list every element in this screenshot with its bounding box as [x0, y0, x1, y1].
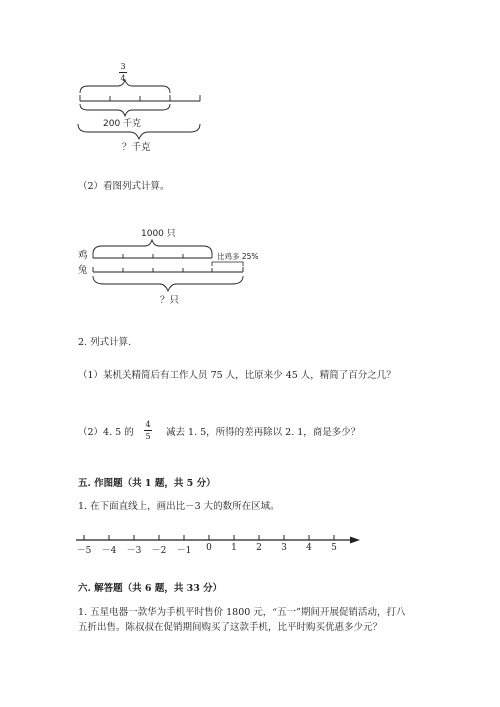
number-line-tick-label: 3 — [281, 543, 287, 553]
section-5-heading: 五. 作图题（共 1 题，共 5 分） — [78, 478, 216, 489]
number-line-tick-label: －2 — [151, 546, 167, 556]
calc-section-title: 2. 列式计算. — [78, 337, 132, 348]
unknown-weight-label: ？千克 — [122, 142, 151, 153]
fraction-denominator: 4 — [120, 74, 126, 83]
number-line-tick-label: 4 — [306, 543, 312, 553]
unknown-count-label: ？只 — [160, 295, 180, 306]
number-line-tick-label: 2 — [256, 543, 262, 553]
compare-label: 比鸡多 25% — [217, 252, 259, 261]
row-chicken-label: 鸡 — [78, 250, 88, 261]
calc-question-2-suffix: 减去 1. 5，所得的差再除以 2. 1，商是多少？ — [166, 427, 361, 438]
section-6-heading: 六. 解答题（共 6 题，共 33 分） — [78, 583, 223, 594]
q2-instruction: （2）看图列式计算。 — [78, 181, 170, 192]
number-line-tick-label: －5 — [76, 546, 92, 556]
fraction-numerator: 4 — [145, 420, 151, 429]
number-line-tick-label: 1 — [231, 543, 237, 553]
section-6-question-1-line-1: 1. 五星电器一款华为手机平时售价 1800 元，“五一”期间开展促销活动，打八 — [78, 607, 406, 618]
fraction-numerator: 3 — [120, 62, 126, 71]
calc-question-2-prefix: （2）4. 5 的 — [78, 427, 134, 438]
diagram2-top-label: 1000 只 — [141, 229, 176, 239]
number-line-tick-label: 0 — [206, 543, 212, 553]
weight-label: 200 千克 — [103, 119, 142, 129]
section-6-question-1-line-2: 五折出售。陈叔叔在促销期间购买了这款手机，比平时购买优惠多少元？ — [78, 622, 383, 633]
number-line-tick-label: －4 — [101, 546, 117, 556]
number-line-tick-label: －3 — [126, 546, 142, 556]
number-line-tick-label: －1 — [176, 546, 192, 556]
row-rabbit-label: 兔 — [78, 265, 88, 276]
calc-question-1: （1）某机关精简后有工作人员 75 人，比原来少 45 人，精简了百分之几？ — [78, 370, 396, 381]
section-5-question-1: 1. 在下面直线上，画出比－3 大的数所在区域。 — [78, 501, 280, 512]
fraction-denominator: 5 — [145, 432, 151, 441]
number-line-tick-label: 5 — [331, 543, 337, 553]
